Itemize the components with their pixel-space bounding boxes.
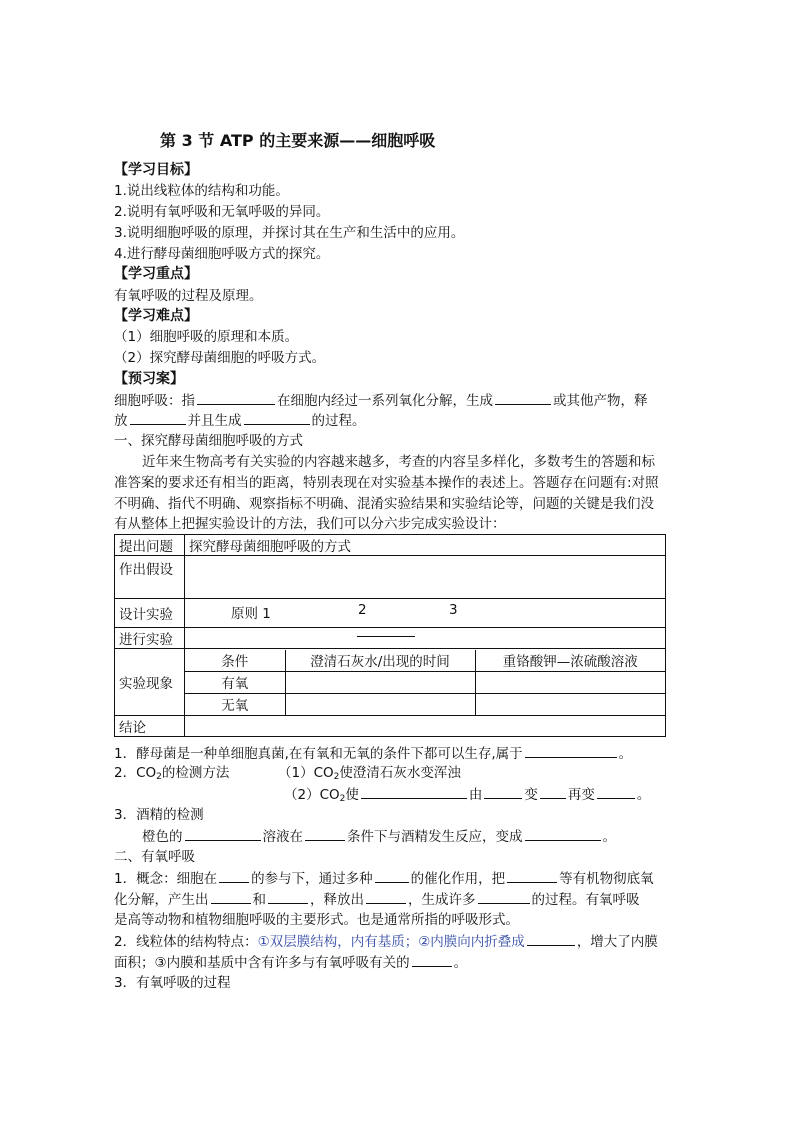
fill-blank[interactable] [478,889,530,904]
fill-blank[interactable] [185,826,261,841]
column-header: 条件 [185,650,285,672]
definition-line-2: 放 并且生成 的过程。 [114,410,684,431]
answer-cell[interactable] [475,693,665,715]
row-label: 提出问题 [115,535,185,556]
question-1: 1．酵母菌是一种单细胞真菌,在有氧和无氧的条件下都可以生存,属于 。 [114,743,684,764]
answer-cell[interactable] [285,671,475,693]
row-label: 进行实验 [115,628,185,649]
table-row [115,649,666,716]
key-heading: 【学习重点】 [114,266,198,282]
fill-blank[interactable] [507,868,557,883]
question-3-heading: 3．酒精的检测 [114,807,204,823]
column-header: 重铬酸钾—浓硫酸溶液 [475,650,665,672]
difficulty-item: （1）细胞呼吸的原理和本质。 [114,329,299,345]
difficulty-item: （2）探究酵母菌细胞的呼吸方式。 [114,350,326,366]
key-text: 有氧呼吸的过程及原理。 [114,288,263,304]
fill-blank[interactable] [219,868,249,883]
question-3: 橙色的 溶液在 条件下与酒精发生反应，变成 。 [142,826,712,847]
question-2: 2．$CO_2$的检测方法 $(1)CO_2$使澄清石灰水变浑浊 [114,765,461,782]
goals-heading: 【学习目标】 [114,162,198,178]
paragraph-line: 准答案的要求还有相当的距离，特别表现在对实验基本操作的表述上。答题存在问题有:对照 [114,475,659,491]
fill-blank[interactable] [527,931,575,946]
fill-blank[interactable] [375,868,409,883]
goal-item: 1.说出线粒体的结构和功能。 [114,183,289,199]
table-row [185,650,665,672]
condition-cell: 有氧 [185,671,285,693]
page-title: 第 3 节 ATP 的主要来源——细胞呼吸 [160,131,436,150]
goal-item: 2.说明有氧呼吸和无氧呼吸的异同。 [114,204,330,220]
hypothesis-cell[interactable] [185,556,666,599]
table-row [115,599,666,628]
fill-blank[interactable] [495,390,551,405]
preview-heading: 【预习案】 [114,371,184,387]
fill-blank[interactable] [305,826,345,841]
fill-blank[interactable] [540,784,566,799]
table-row [115,556,666,599]
fill-blank[interactable] [130,410,186,425]
aerobic-concept-line-2: 化分解，产生出 和 ，释放出 ，生成许多 的过程。有氧呼吸 [114,889,684,910]
observation-table [185,650,665,715]
mitochondria-line-1: 2．线粒体的结构特点：①双层膜结构，内有基质；②内膜向内折叠成 ，增大了内膜 [114,931,684,952]
row-label: 结论 [115,716,185,737]
aerobic-concept-line-1: 1．概念：细胞在 的参与下，通过多种 的催化作用，把 等有机物彻底氧 [114,868,684,889]
fill-blank[interactable] [244,410,310,425]
row-label: 作出假设 [115,556,185,599]
mitochondria-line-2: 面积；③内膜和基质中含有许多与有氧呼吸有关的 。 [114,952,684,973]
table-row [185,693,665,715]
paragraph-line: 近年来生物高考有关实验的内容越来越多，考查的内容呈多样化，多数考生的答题和标 [142,454,655,470]
experiment-design-table [114,534,666,737]
table-row [115,628,666,649]
row-label: 实验现象 [115,649,185,716]
row-label: 设计实验 [115,599,185,628]
answer-cell[interactable] [475,671,665,693]
question-2-part-2: $(2)CO_2$使 由 变 再变 。 [284,784,684,809]
fill-blank[interactable] [525,826,601,841]
section-1-heading: 一、探究酵母菌细胞呼吸的方式 [114,433,303,449]
paragraph-line: 有从整体上把握实验设计的方法，我们可以分六步完成实验设计： [114,516,506,532]
goal-item: 4.进行酵母菌细胞呼吸方式的探究。 [114,246,330,262]
fill-blank[interactable] [268,889,308,904]
paragraph-line: 不明确、指代不明确、观察指标不明确、混淆实验结果和实验结论等，问题的关键是我们没 [114,496,654,512]
definition-line-1: 细胞呼吸：指 在细胞内经过一系列氧化分解，生成 或其他产物，释 [114,390,684,411]
answer-cell[interactable] [285,693,475,715]
aerobic-concept-line-3: 是高等动物和植物细胞呼吸的主要形式。也是通常所指的呼吸形式。 [114,912,519,928]
table-row [115,716,666,737]
short-line [357,636,415,637]
aerobic-process-heading: 3．有氧呼吸的过程 [114,975,231,991]
goal-item: 3.说明细胞呼吸的原理，并探讨其在生产和生活中的应用。 [114,225,465,241]
design-cell[interactable]: 原则 1 2 3 [185,599,666,628]
procedure-cell[interactable] [185,628,666,649]
difficulty-heading: 【学习难点】 [114,308,198,324]
fill-blank[interactable] [361,784,467,799]
fill-blank[interactable] [412,952,452,967]
condition-cell: 无氧 [185,693,285,715]
section-2-heading: 二、有氧呼吸 [114,849,195,865]
column-header: 澄清石灰水/出现的时间 [285,650,475,672]
fill-blank[interactable] [597,784,635,799]
fill-blank[interactable] [211,889,251,904]
fill-blank[interactable] [484,784,522,799]
conclusion-cell[interactable] [185,716,666,737]
fill-blank[interactable] [366,889,406,904]
table-row [115,535,666,556]
fill-blank[interactable] [197,390,275,405]
table-row [185,671,665,693]
row-value: 探究酵母菌细胞呼吸的方式 [185,535,666,556]
fill-blank[interactable] [525,743,617,758]
